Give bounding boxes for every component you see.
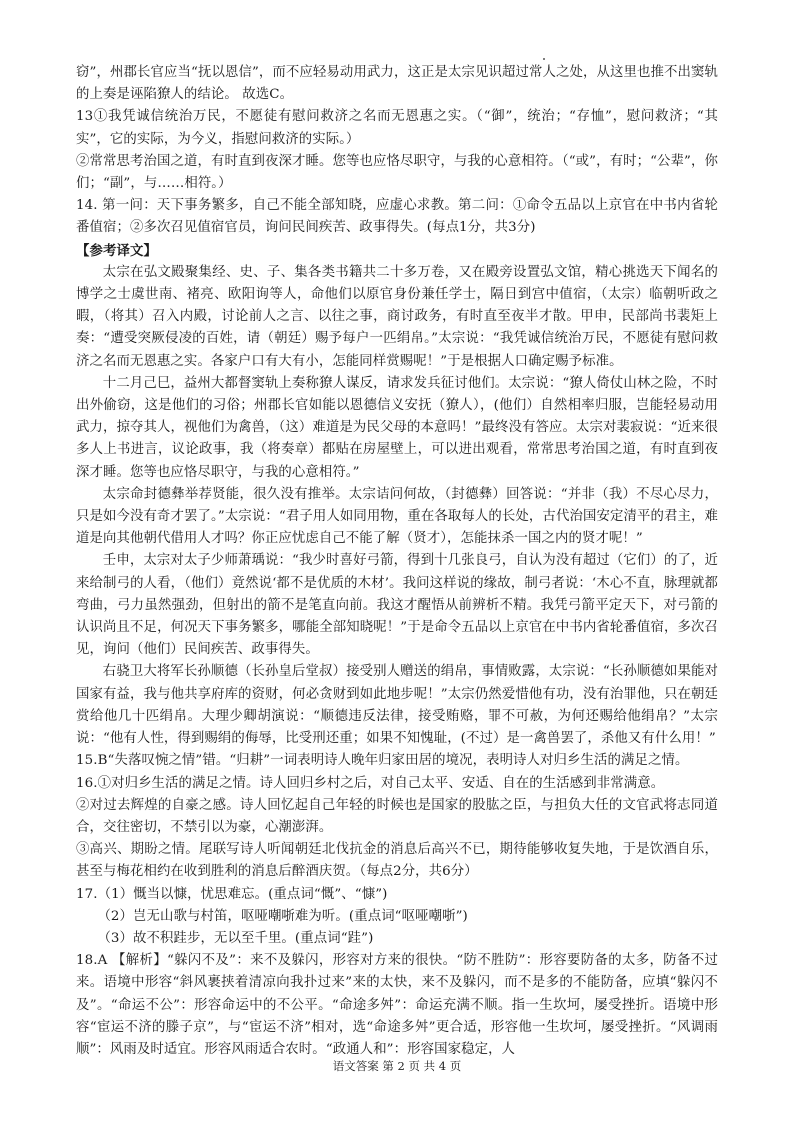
answer-paragraph: 18.A 【解析】“躲闪不及”：来不及躲闪，形容对方来的很快。“防不胜防”：形容要防备的太多，防备不过来。语境中形容“斜风裹挟着清凉向我扑过来”来的太快，来不及躲闪，而不是多的不能防备，应填“躲闪不及”。“命运不公”：形容命运中的不公平。“命途多舛”：命运充满不顺。指一生坎坷，屡受挫折。语境中形容“宦运不济的滕子京”，与“宦运不济”相对，选“命途多舛”更合适，形容他一生坎坷，屡受挫折。“风调雨顺”：风雨及时适宜。形容风雨适合农时。“政通人和”：形容国家稳定，人 — [76, 953, 718, 1057]
answer-paragraph: 十二月己巳，益州大都督窦轨上奏称獠人谋反，请求发兵征讨他们。太宗说：“獠人倚仗山林之险，不时出外偷窃，这是他们的习俗；州郡长官如能以恩德信义安抚（獠人），(他们）自然相率归服，岂能轻易动用武力，掠夺其人，视他们为禽兽，（这）难道是为民父母的本意吗！”最终没有答应。太宗对裴寂说：“近来很多人上书进言，议论政事，我（将奏章）都贴在房屋壁上，可以进出观看，常常思考治国之道，有时直到夜深才睡。您等也应恪尽职守，与我的心意相符。” — [76, 375, 718, 480]
answer-paragraph: 太宗在弘文殿聚集经、史、子、集各类书籍共二十多万卷，又在殿旁设置弘文馆，精心挑选天下闻名的博学之士虞世南、褚亮、欧阳询等人，命他们以原官身份兼任学士，隔日到宫中值宿，（太宗）临朝听政之暇，（将其）召入内殿，讨论前人之言、以往之事，商讨政务，有时直至夜半才散。甲申，民部尚书裴矩上奏：“遭受突厥侵凌的百姓，请（朝廷）赐予每户一匹绢帛。”太宗说：“我凭诚信统治万民，不愿徒有慰问救济之名而无恩惠之实。各家户口有大有小，怎能同样赏赐呢！”于是根据人口确定赐予标准。 — [76, 264, 718, 369]
answer-content — [76, 62, 718, 1061]
answer-paragraph: 16.①对归乡生活的满足之情。诗人回归乡村之后，对自己太平、安适、自在的生活感到非常满意。 — [76, 775, 665, 791]
answer-paragraph: ③高兴、期盼之情。尾联写诗人听闻朝廷北伐抗金的消息后高兴不已，期待能够收复失地，于是饮酒自乐，甚至与梅花相约在收到胜利的消息后醉酒庆贺。（每点2分，共6分） — [76, 842, 718, 880]
answer-paragraph: 壬申，太宗对太子少师萧瑀说：“我少时喜好弓箭，得到十几张良弓，自认为没有超过（它们）的了，近来给制弓的人看，（他们）竟然说‘都不是优质的木材’。我问这样说的缘故，制弓者说：‘木心不直，脉理就都弯曲，弓力虽然强劲，但射出的箭不是笔直向前。我这才醒悟从前辨析不精。我凭弓箭平定天下，对弓箭的认识尚且不足，何况天下事务繁多，哪能全部知晓呢！”于是命令五品以上京官在中书内省轮番值宿，多次召见，询问（他们）民间疾苦、政事得失。 — [76, 553, 718, 658]
answer-paragraph: ②常常思考治国之道，有时直到夜深才睡。您等也应恪尽职守，与我的心意相符。（“或”，有时；“公辈”，你们；“副”，与……相符。） — [76, 153, 718, 192]
answer-paragraph: 太宗命封德彝举荐贤能，很久没有推举。太宗诘问何故，（封德彝）回答说：“并非（我）不尽心尽力，只是如今没有奇才罢了。”太宗说：“君子用人如同用物，重在各取每人的长处，古代治国安定清平的君主，难道是向其他朝代借用人才吗？你正应忧虑自己不能了解（贤才），怎能抹杀一国之内的贤才呢！” — [76, 486, 718, 547]
answer-paragraph: （3）故不积跬步，无以至千里。(重点词“跬”) — [97, 930, 374, 946]
answer-paragraph: 14. 第一问：天下事务繁多，自己不能全部知晓，应虚心求教。第二问：①命令五品以上京官在中书内省轮番值宿；②多次召见值宿官员，询问民间疾苦、政事得失。(每点1分，共3分) — [76, 198, 718, 236]
page-footer: 语文答案 第 2 页 共 4 页 — [332, 1059, 462, 1073]
answer-paragraph: 13①我凭诚信统治万民，不愿徒有慰问救济之名而无恩惠之实。（“御”，统治；“存恤”，慰问救济；“其实”，它的实际，为今义，指慰问救济的实际。） — [76, 109, 718, 147]
section-heading: 【参考译文】 — [76, 242, 157, 259]
answer-paragraph: 右骁卫大将军长孙顺德（长孙皇后堂叔）接受别人赠送的绢帛，事情败露，太宗说：“长孙顺德如果能对国家有益，我与他共享府库的资财，何必贪财到如此地步呢！”太宗仍然爱惜他有功，没有治罪他，只在朝廷赏给他几十匹绢帛。大理少卿胡演说：“顺德违反法律，接受贿赂，罪不可赦，为何还赐给他绢帛？”太宗说：“他有人性，得到赐绢的侮辱，比受刑还重；如果不知愧耻，(不过）是一禽兽罢了，杀他又有什么用！” — [76, 664, 718, 747]
answer-paragraph: ②对过去辉煌的自豪之感。诗人回忆起自己年轻的时候也是国家的股肱之臣，与担负大任的文官武将志同道合，交往密切，不禁引以为豪，心潮澎湃。 — [76, 797, 718, 835]
answer-paragraph: 17.（1）慨当以慷，忧思难忘。(重点词“慨”、“慷”) — [76, 886, 388, 902]
scan-dot — [543, 58, 545, 60]
answer-paragraph: 窃”，州郡长官应当“抚以恩信”，而不应轻易动用武力，这正是太宗见识超过常人之处，从这里也推不出窦轨的上奏是诬陷獠人的结论。 故选C。 — [76, 65, 718, 103]
answer-paragraph: （2）岂无山歌与村笛，呕哑嘲哳难为听。(重点词“呕哑嘲哳”) — [97, 908, 468, 924]
answer-paragraph: 15.B“失落叹惋之情”错。“归耕”一词表明诗人晚年归家田居的境况，表明诗人对归乡生活的满足之情。 — [76, 753, 689, 769]
